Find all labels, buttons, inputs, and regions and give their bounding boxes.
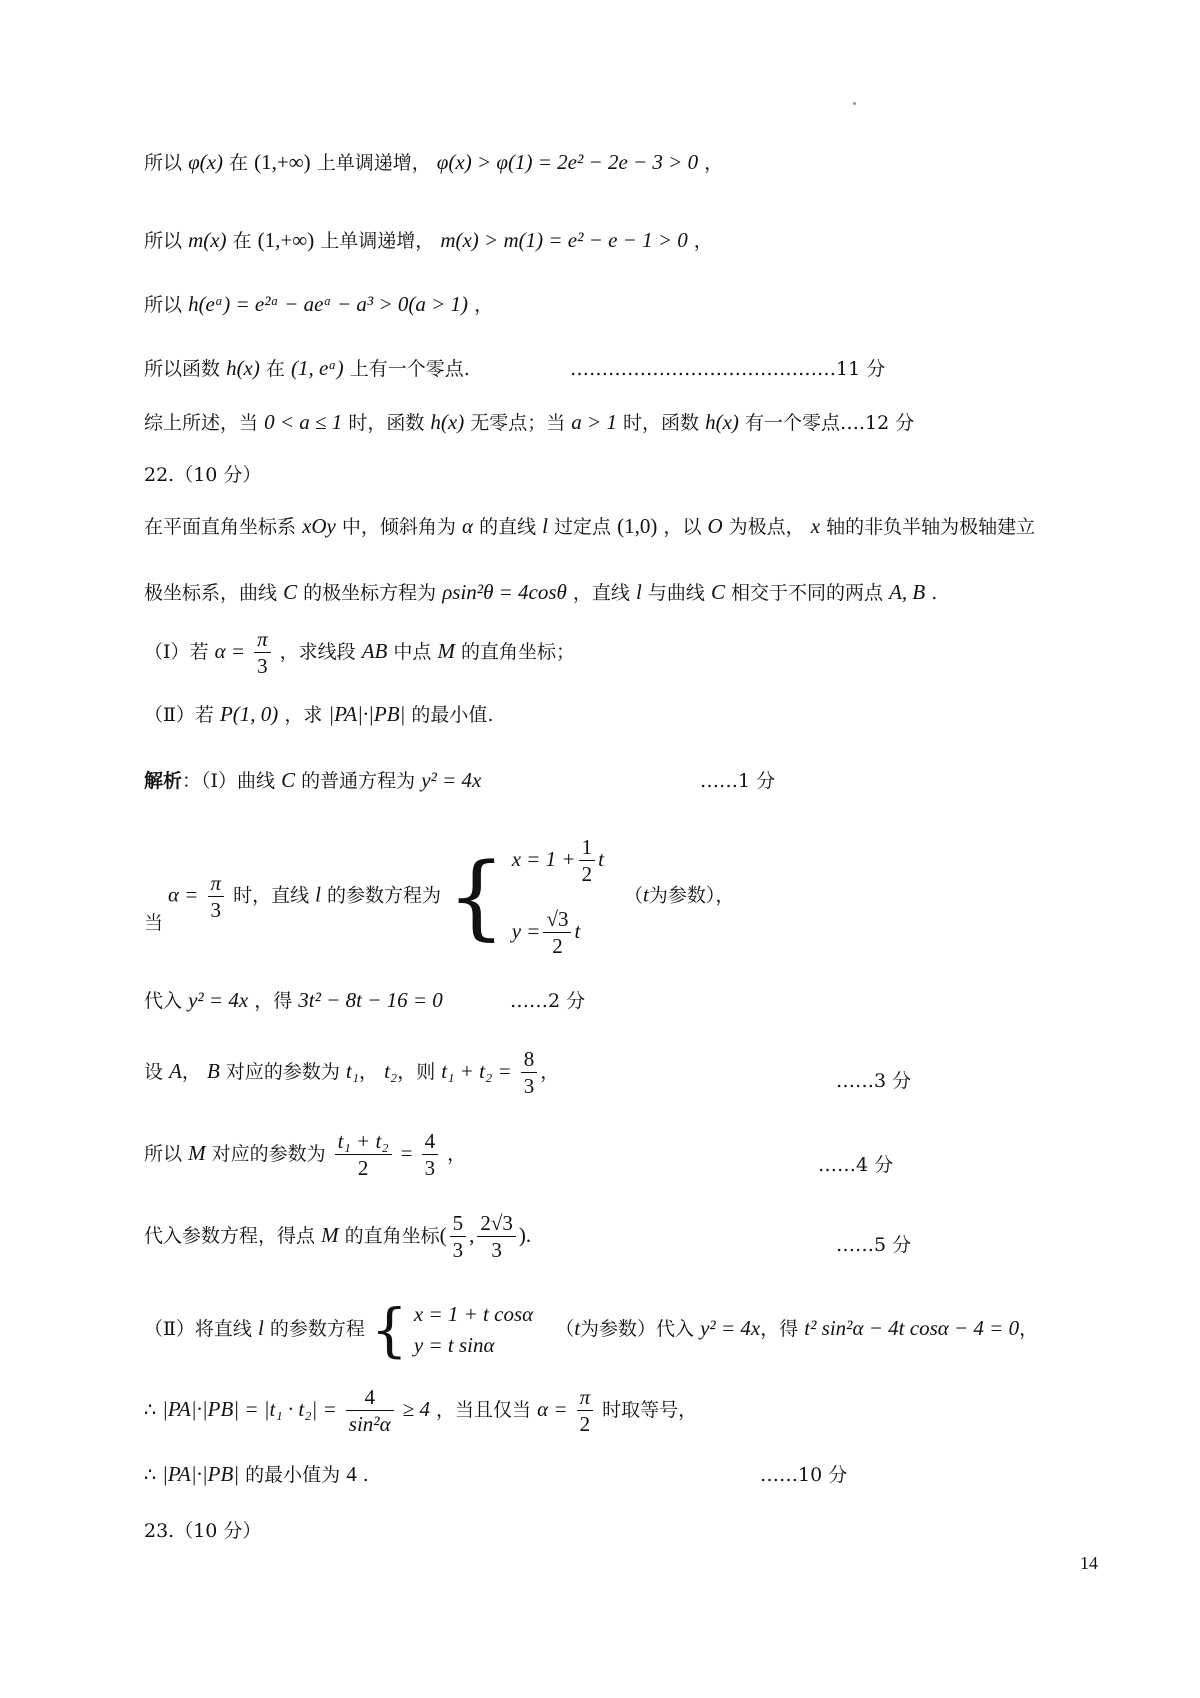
text: 时取等号， bbox=[602, 1398, 698, 1421]
fraction-pi-over-3 bbox=[254, 626, 271, 680]
text: 相交于不同的两点 bbox=[731, 582, 884, 604]
text: 上单调递增， bbox=[320, 230, 435, 252]
numerator: 2√3 bbox=[477, 1210, 516, 1237]
denominator: 3 bbox=[452, 1238, 464, 1263]
text: ， bbox=[1019, 1318, 1039, 1340]
denominator: 2 bbox=[357, 1156, 369, 1181]
midpoint-coordinate-line bbox=[144, 1210, 531, 1264]
text: 设 bbox=[144, 1060, 164, 1083]
math: t² sin²α − 4t cosα − 4 = 0 bbox=[804, 1316, 1020, 1340]
denominator: 3 bbox=[257, 654, 268, 679]
line-one-zero bbox=[144, 354, 470, 381]
midpoint-parameter-line bbox=[144, 1128, 466, 1182]
text: ， bbox=[693, 230, 713, 252]
text: 的直角坐标； bbox=[461, 640, 576, 663]
text: 对应的参数为 bbox=[211, 1142, 326, 1165]
text: 所以 bbox=[144, 1142, 183, 1165]
text: 的参数方程为 bbox=[327, 884, 442, 907]
math: (1, eᵃ) bbox=[290, 356, 344, 380]
minimum-value-line bbox=[144, 1460, 369, 1487]
score-2: ……2 分 bbox=[510, 990, 586, 1012]
text: ，得 bbox=[254, 990, 293, 1012]
text: ，直线 bbox=[572, 582, 630, 604]
math: C bbox=[710, 580, 725, 604]
text: 为极点， bbox=[728, 516, 805, 538]
text: . bbox=[362, 1464, 369, 1486]
math: m(x) > m(1) = e² − e − 1 > 0 bbox=[440, 228, 688, 252]
fraction-5-over-3 bbox=[450, 1210, 467, 1264]
math: α bbox=[461, 514, 474, 538]
fraction-4-over-3 bbox=[422, 1128, 439, 1182]
math: l bbox=[257, 1316, 264, 1340]
text: ， bbox=[181, 1060, 201, 1083]
numerator: 8 bbox=[521, 1046, 538, 1073]
text: 时，函数 bbox=[623, 412, 700, 434]
numerator: π bbox=[254, 626, 271, 653]
text: . bbox=[931, 582, 938, 604]
math: α = bbox=[168, 882, 199, 907]
text: （Ⅱ）若 bbox=[144, 704, 214, 726]
text: ，当且仅当 bbox=[436, 1398, 532, 1421]
text: ， bbox=[540, 1060, 560, 1083]
math: (1,+∞) bbox=[257, 228, 315, 252]
text: ：（Ⅰ）曲线 bbox=[182, 770, 276, 792]
text: 对应的参数为 bbox=[225, 1060, 340, 1083]
math: xOy bbox=[302, 514, 336, 538]
system-gap bbox=[512, 890, 604, 904]
math: ≥ 4 bbox=[402, 1396, 430, 1421]
math: |PA|·|PB| bbox=[328, 702, 406, 726]
score-3: ……3 分 bbox=[836, 1070, 912, 1092]
math: t bbox=[598, 846, 604, 871]
line-m-increasing bbox=[144, 226, 713, 253]
math: 3t² − 8t − 16 = 0 bbox=[298, 988, 443, 1012]
math: y² = 4x bbox=[421, 768, 482, 792]
line-summary bbox=[144, 408, 914, 435]
parametric-equation-line bbox=[168, 832, 734, 961]
fraction-8-over-3 bbox=[521, 1046, 538, 1100]
math: 0 < a ≤ 1 bbox=[264, 410, 343, 434]
math: P(1, 0) bbox=[219, 702, 279, 726]
math: AB bbox=[361, 638, 388, 663]
math: h(x) bbox=[430, 410, 465, 434]
fraction-t-sum-over-2 bbox=[335, 1128, 392, 1182]
text: 的参数方程 bbox=[269, 1318, 365, 1340]
math: m(x) bbox=[188, 228, 227, 252]
math: h(x) bbox=[226, 356, 260, 380]
text: 上有一个零点. bbox=[349, 358, 470, 380]
math: a > 1 bbox=[571, 410, 617, 434]
text: 时，直线 bbox=[233, 884, 310, 907]
text: 有一个零点….12 分 bbox=[744, 412, 915, 434]
math: t bbox=[574, 918, 581, 943]
text: 所以 bbox=[144, 230, 183, 252]
math: y = bbox=[511, 918, 541, 943]
question-23-heading: 23.（10 分） bbox=[144, 1520, 262, 1542]
math: l bbox=[315, 882, 321, 907]
score-4: ……4 分 bbox=[818, 1154, 894, 1176]
numerator: 4 bbox=[346, 1384, 394, 1411]
fraction-4-over-sin2alpha bbox=[346, 1384, 394, 1438]
denominator: 2 bbox=[579, 1412, 591, 1437]
denominator: 2 bbox=[552, 933, 563, 958]
denominator: 2 bbox=[581, 862, 593, 887]
math: t₁ + t₂ = bbox=[441, 1058, 512, 1083]
text: 的普通方程为 bbox=[301, 770, 416, 792]
q22-part-2 bbox=[144, 700, 493, 727]
fraction-pi-over-2 bbox=[577, 1384, 594, 1438]
solution-intro bbox=[144, 766, 481, 793]
fraction-sqrt3-over-2 bbox=[543, 906, 571, 960]
math: B bbox=[206, 1058, 220, 1083]
therefore-symbol: ∴ bbox=[144, 1398, 157, 1421]
math: t bbox=[643, 882, 649, 907]
equation-system bbox=[414, 1300, 533, 1360]
text: ， bbox=[474, 294, 494, 316]
therefore-symbol: ∴ bbox=[144, 1464, 157, 1486]
math: M bbox=[188, 1140, 206, 1165]
math: ρsin²θ = 4cosθ bbox=[442, 580, 567, 604]
brace-icon: { bbox=[447, 842, 506, 950]
q22-statement-1 bbox=[144, 512, 1035, 539]
dang-char: 当 bbox=[144, 912, 164, 934]
denominator: 3 bbox=[523, 1074, 535, 1099]
denominator: 3 bbox=[424, 1156, 436, 1181]
numerator: t₁ + t₂ bbox=[335, 1128, 392, 1155]
math: ( bbox=[439, 1222, 447, 1247]
fraction-one-half bbox=[579, 834, 596, 888]
math: x bbox=[810, 514, 821, 538]
math: l bbox=[542, 514, 548, 538]
math: 4 bbox=[346, 1462, 357, 1486]
text: ，求线段 bbox=[279, 640, 356, 663]
substitution-line bbox=[144, 986, 443, 1013]
text: 上单调递增， bbox=[316, 152, 431, 174]
text: 在 bbox=[232, 230, 252, 252]
numerator: π bbox=[208, 870, 225, 897]
text: 中，倾斜角为 bbox=[341, 516, 456, 538]
parameters-line bbox=[144, 1046, 559, 1100]
text: 在 bbox=[229, 152, 249, 174]
text: 代入 bbox=[144, 990, 183, 1012]
math: α = bbox=[214, 638, 246, 663]
text: 在平面直角坐标系 bbox=[144, 516, 297, 538]
math: O bbox=[707, 514, 723, 538]
math: ). bbox=[518, 1222, 532, 1247]
math: y² = 4x bbox=[188, 988, 249, 1012]
numerator: 5 bbox=[450, 1210, 467, 1237]
math: A bbox=[169, 1058, 182, 1083]
numerator: √3 bbox=[543, 906, 571, 933]
text: 的直角坐标 bbox=[344, 1224, 440, 1247]
numerator: 4 bbox=[422, 1128, 439, 1155]
text: （Ⅰ）若 bbox=[144, 640, 209, 663]
text: 的最小值为 bbox=[245, 1464, 341, 1486]
text: ，得 bbox=[760, 1318, 799, 1340]
math: t bbox=[574, 1316, 581, 1340]
line-h-ea bbox=[144, 290, 493, 317]
math: t₁ bbox=[345, 1058, 360, 1083]
denominator: 3 bbox=[210, 898, 222, 922]
math: h(x) bbox=[705, 410, 739, 434]
text: 的直线 bbox=[479, 516, 537, 538]
text: ， bbox=[359, 1060, 379, 1083]
math: y² = 4x bbox=[700, 1316, 761, 1340]
score-10: ……10 分 bbox=[760, 1464, 848, 1486]
math: , bbox=[469, 1222, 475, 1247]
math: M bbox=[321, 1222, 339, 1247]
text: 极坐标系，曲线 bbox=[144, 582, 278, 604]
fraction-2sqrt3-over-3 bbox=[477, 1210, 516, 1264]
text: 的最小值. bbox=[411, 704, 494, 726]
math: α = bbox=[537, 1396, 568, 1421]
math: l bbox=[635, 580, 642, 604]
text: 所以 bbox=[144, 294, 183, 316]
text: 代入参数方程，得点 bbox=[144, 1224, 316, 1247]
math: A, B bbox=[889, 580, 926, 604]
math: φ(x) > φ(1) = 2e² − 2e − 3 > 0 bbox=[436, 150, 699, 174]
brace-icon: { bbox=[370, 1296, 408, 1364]
system-row-y bbox=[512, 906, 604, 960]
line-phi-increasing bbox=[144, 148, 723, 175]
math: C bbox=[281, 768, 296, 792]
product-bound-line bbox=[144, 1384, 697, 1438]
text: （ bbox=[624, 884, 644, 907]
denominator: sin²α bbox=[348, 1412, 391, 1437]
math: |PA|·|PB| bbox=[162, 1462, 240, 1486]
solution-label: 解析 bbox=[144, 770, 183, 792]
score-5: ……5 分 bbox=[836, 1234, 912, 1256]
page-number: 14 bbox=[1080, 1553, 1098, 1573]
math: (1,+∞) bbox=[254, 150, 311, 174]
text: ， bbox=[447, 1142, 467, 1165]
system-row-y: y = t sinα bbox=[413, 1333, 495, 1357]
text: 无零点；当 bbox=[470, 412, 566, 434]
math: |PA|·|PB| = |t₁ · t₂| = bbox=[162, 1396, 337, 1421]
part-2-parametric-line bbox=[144, 1296, 1039, 1364]
text: ，则 bbox=[397, 1060, 436, 1083]
text: ，以 bbox=[663, 516, 702, 538]
text: 的极坐标方程为 bbox=[303, 582, 437, 604]
math: = bbox=[400, 1140, 413, 1165]
score-11: ……………………………………11 分 bbox=[570, 358, 886, 380]
math: φ(x) bbox=[188, 150, 223, 174]
math: C bbox=[283, 580, 298, 604]
text: 时，函数 bbox=[348, 412, 425, 434]
equation-system bbox=[512, 832, 604, 961]
scan-dot bbox=[853, 102, 856, 105]
text: 过定点 bbox=[554, 516, 612, 538]
system-row-x bbox=[512, 834, 604, 888]
text: ， bbox=[704, 152, 724, 174]
text: 所以 bbox=[144, 152, 183, 174]
score-1: ……1 分 bbox=[700, 770, 776, 792]
text: 中点 bbox=[393, 640, 432, 663]
question-22-heading: 22.（10 分） bbox=[144, 464, 262, 486]
math: (1,0) bbox=[617, 514, 658, 538]
text: 与曲线 bbox=[647, 582, 705, 604]
fraction-pi-over-3 bbox=[208, 870, 225, 924]
text: 在 bbox=[265, 358, 285, 380]
text: （ bbox=[555, 1318, 575, 1340]
numerator: 1 bbox=[579, 834, 596, 861]
q22-statement-2 bbox=[144, 578, 937, 605]
text: 综上所述，当 bbox=[144, 412, 259, 434]
text: （Ⅱ）将直线 bbox=[144, 1318, 252, 1340]
text: 为参数）， bbox=[648, 884, 735, 907]
q22-part-1 bbox=[144, 626, 575, 680]
math: x = 1 + bbox=[511, 846, 576, 871]
system-row-x: x = 1 + t cosα bbox=[413, 1302, 534, 1326]
math: M bbox=[437, 638, 455, 663]
text: 所以函数 bbox=[144, 358, 221, 380]
numerator: π bbox=[577, 1384, 594, 1411]
math: h(eᵃ) = e²ᵃ − aeᵃ − a³ > 0(a > 1) bbox=[188, 292, 469, 316]
denominator: 3 bbox=[491, 1238, 502, 1263]
text: 轴的非负半轴为极轴建立 bbox=[826, 516, 1036, 538]
text: 为参数）代入 bbox=[580, 1318, 695, 1340]
text: ，求 bbox=[284, 704, 323, 726]
math: t₂ bbox=[384, 1058, 398, 1083]
